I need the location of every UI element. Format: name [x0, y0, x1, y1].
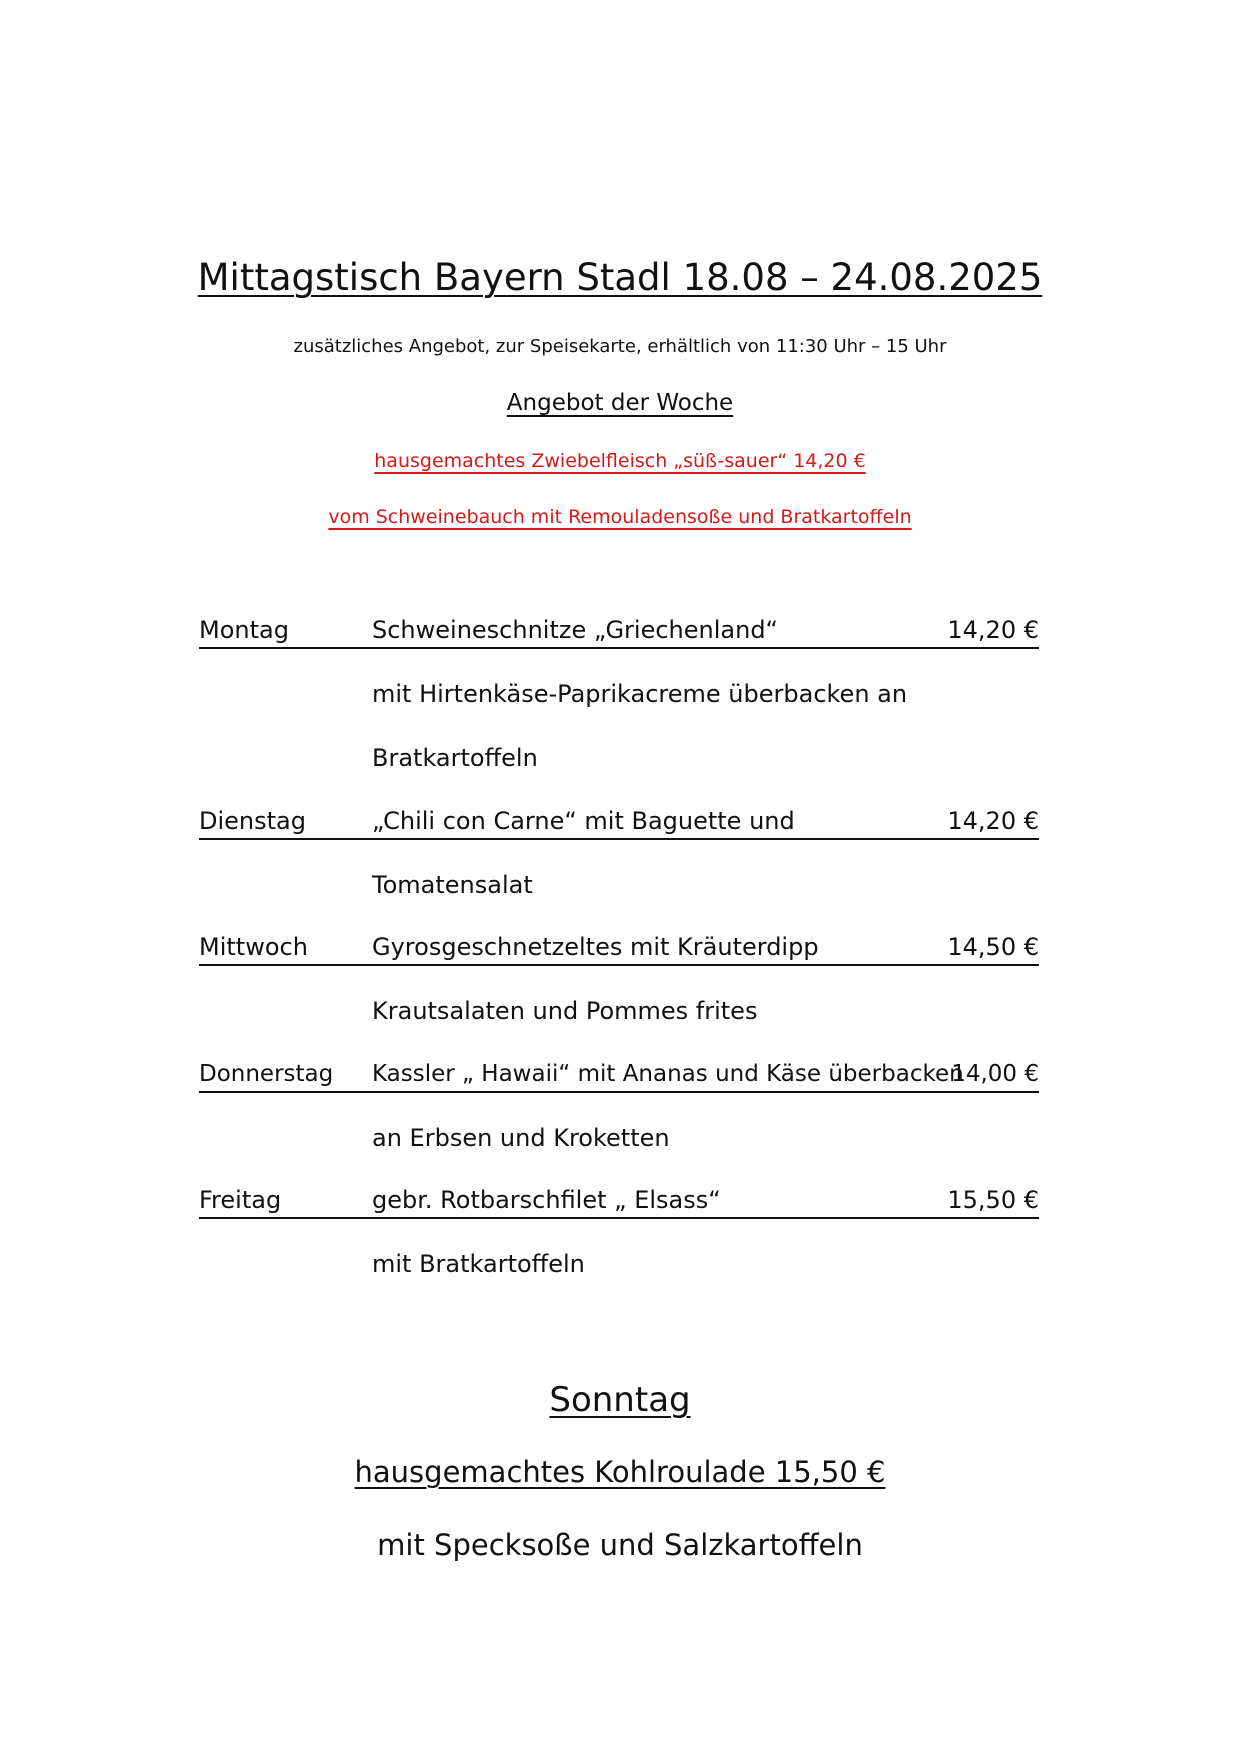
menu-day: Dienstag — [199, 807, 306, 835]
page-title-text: Mittagstisch Bayern Stadl 18.08 – 24.08.2025 — [197, 256, 1043, 299]
menu-row-mittwoch — [199, 930, 1039, 966]
weekly-offer-line-2 — [0, 506, 1240, 528]
sunday-line-2: mit Specksoße und Salzkartoffeln — [377, 1528, 863, 1562]
weekly-offer-heading-text: Angebot der Woche — [506, 390, 734, 416]
menu-dish-extra: mit Bratkartoffeln — [372, 1250, 585, 1278]
menu-price: 14,00 € — [951, 1061, 1039, 1087]
menu-dish-extra: Krautsalaten und Pommes frites — [372, 997, 758, 1025]
weekly-offer-line-2-text: vom Schweinebauch mit Remouladensoße und Bratkartoffeln — [328, 506, 912, 528]
menu-row-montag — [199, 613, 1039, 649]
menu-row-donnerstag — [199, 1057, 1039, 1093]
sunday-line-1-text: hausgemachtes Kohlroulade 15,50 € — [354, 1455, 886, 1489]
sunday-heading — [0, 1380, 1240, 1420]
sunday-heading-text: Sonntag — [549, 1380, 691, 1420]
menu-day: Donnerstag — [199, 1061, 334, 1087]
menu-row-extra — [199, 1121, 1039, 1155]
menu-dish-extra: Bratkartoffeln — [372, 744, 538, 772]
menu-row-extra — [199, 1247, 1039, 1281]
menu-row-extra — [199, 994, 1039, 1028]
menu-day: Montag — [199, 616, 289, 644]
menu-day: Freitag — [199, 1186, 282, 1214]
menu-row-freitag — [199, 1183, 1039, 1219]
menu-price: 14,20 € — [947, 807, 1039, 835]
menu-price: 14,50 € — [947, 933, 1039, 961]
page-subtitle: zusätzliches Angebot, zur Speisekarte, erhältlich von 11:30 Uhr – 15 Uhr — [293, 336, 947, 357]
menu-day: Mittwoch — [199, 933, 308, 961]
menu-row-extra — [199, 868, 1039, 902]
page-title — [0, 256, 1240, 299]
menu-dish: Schweineschnitze „Griechenland“ — [372, 616, 778, 644]
menu-dish: Kassler „ Hawaii“ mit Ananas und Käse überbacken — [372, 1061, 964, 1087]
menu-dish-extra: Tomatensalat — [372, 871, 533, 899]
menu-dish: gebr. Rotbarschfilet „ Elsass“ — [372, 1186, 721, 1214]
menu-price: 15,50 € — [947, 1186, 1039, 1214]
weekly-offer-line-1 — [0, 450, 1240, 472]
weekly-offer-line-1-text: hausgemachtes Zwiebelfleisch „süß-sauer“ 14,20 € — [374, 450, 866, 472]
menu-row-extra — [199, 677, 1039, 711]
menu-price: 14,20 € — [947, 616, 1039, 644]
sunday-line-1 — [0, 1455, 1240, 1489]
menu-dish: Gyrosgeschnetzeltes mit Kräuterdipp — [372, 933, 819, 961]
menu-dish-extra: mit Hirtenkäse-Paprikacreme überbacken an — [372, 680, 908, 708]
menu-row-dienstag — [199, 804, 1039, 840]
menu-dish: „Chili con Carne“ mit Baguette und — [372, 807, 795, 835]
menu-row-extra — [199, 741, 1039, 775]
menu-dish-extra: an Erbsen und Kroketten — [372, 1124, 670, 1152]
weekly-offer-heading — [0, 390, 1240, 416]
